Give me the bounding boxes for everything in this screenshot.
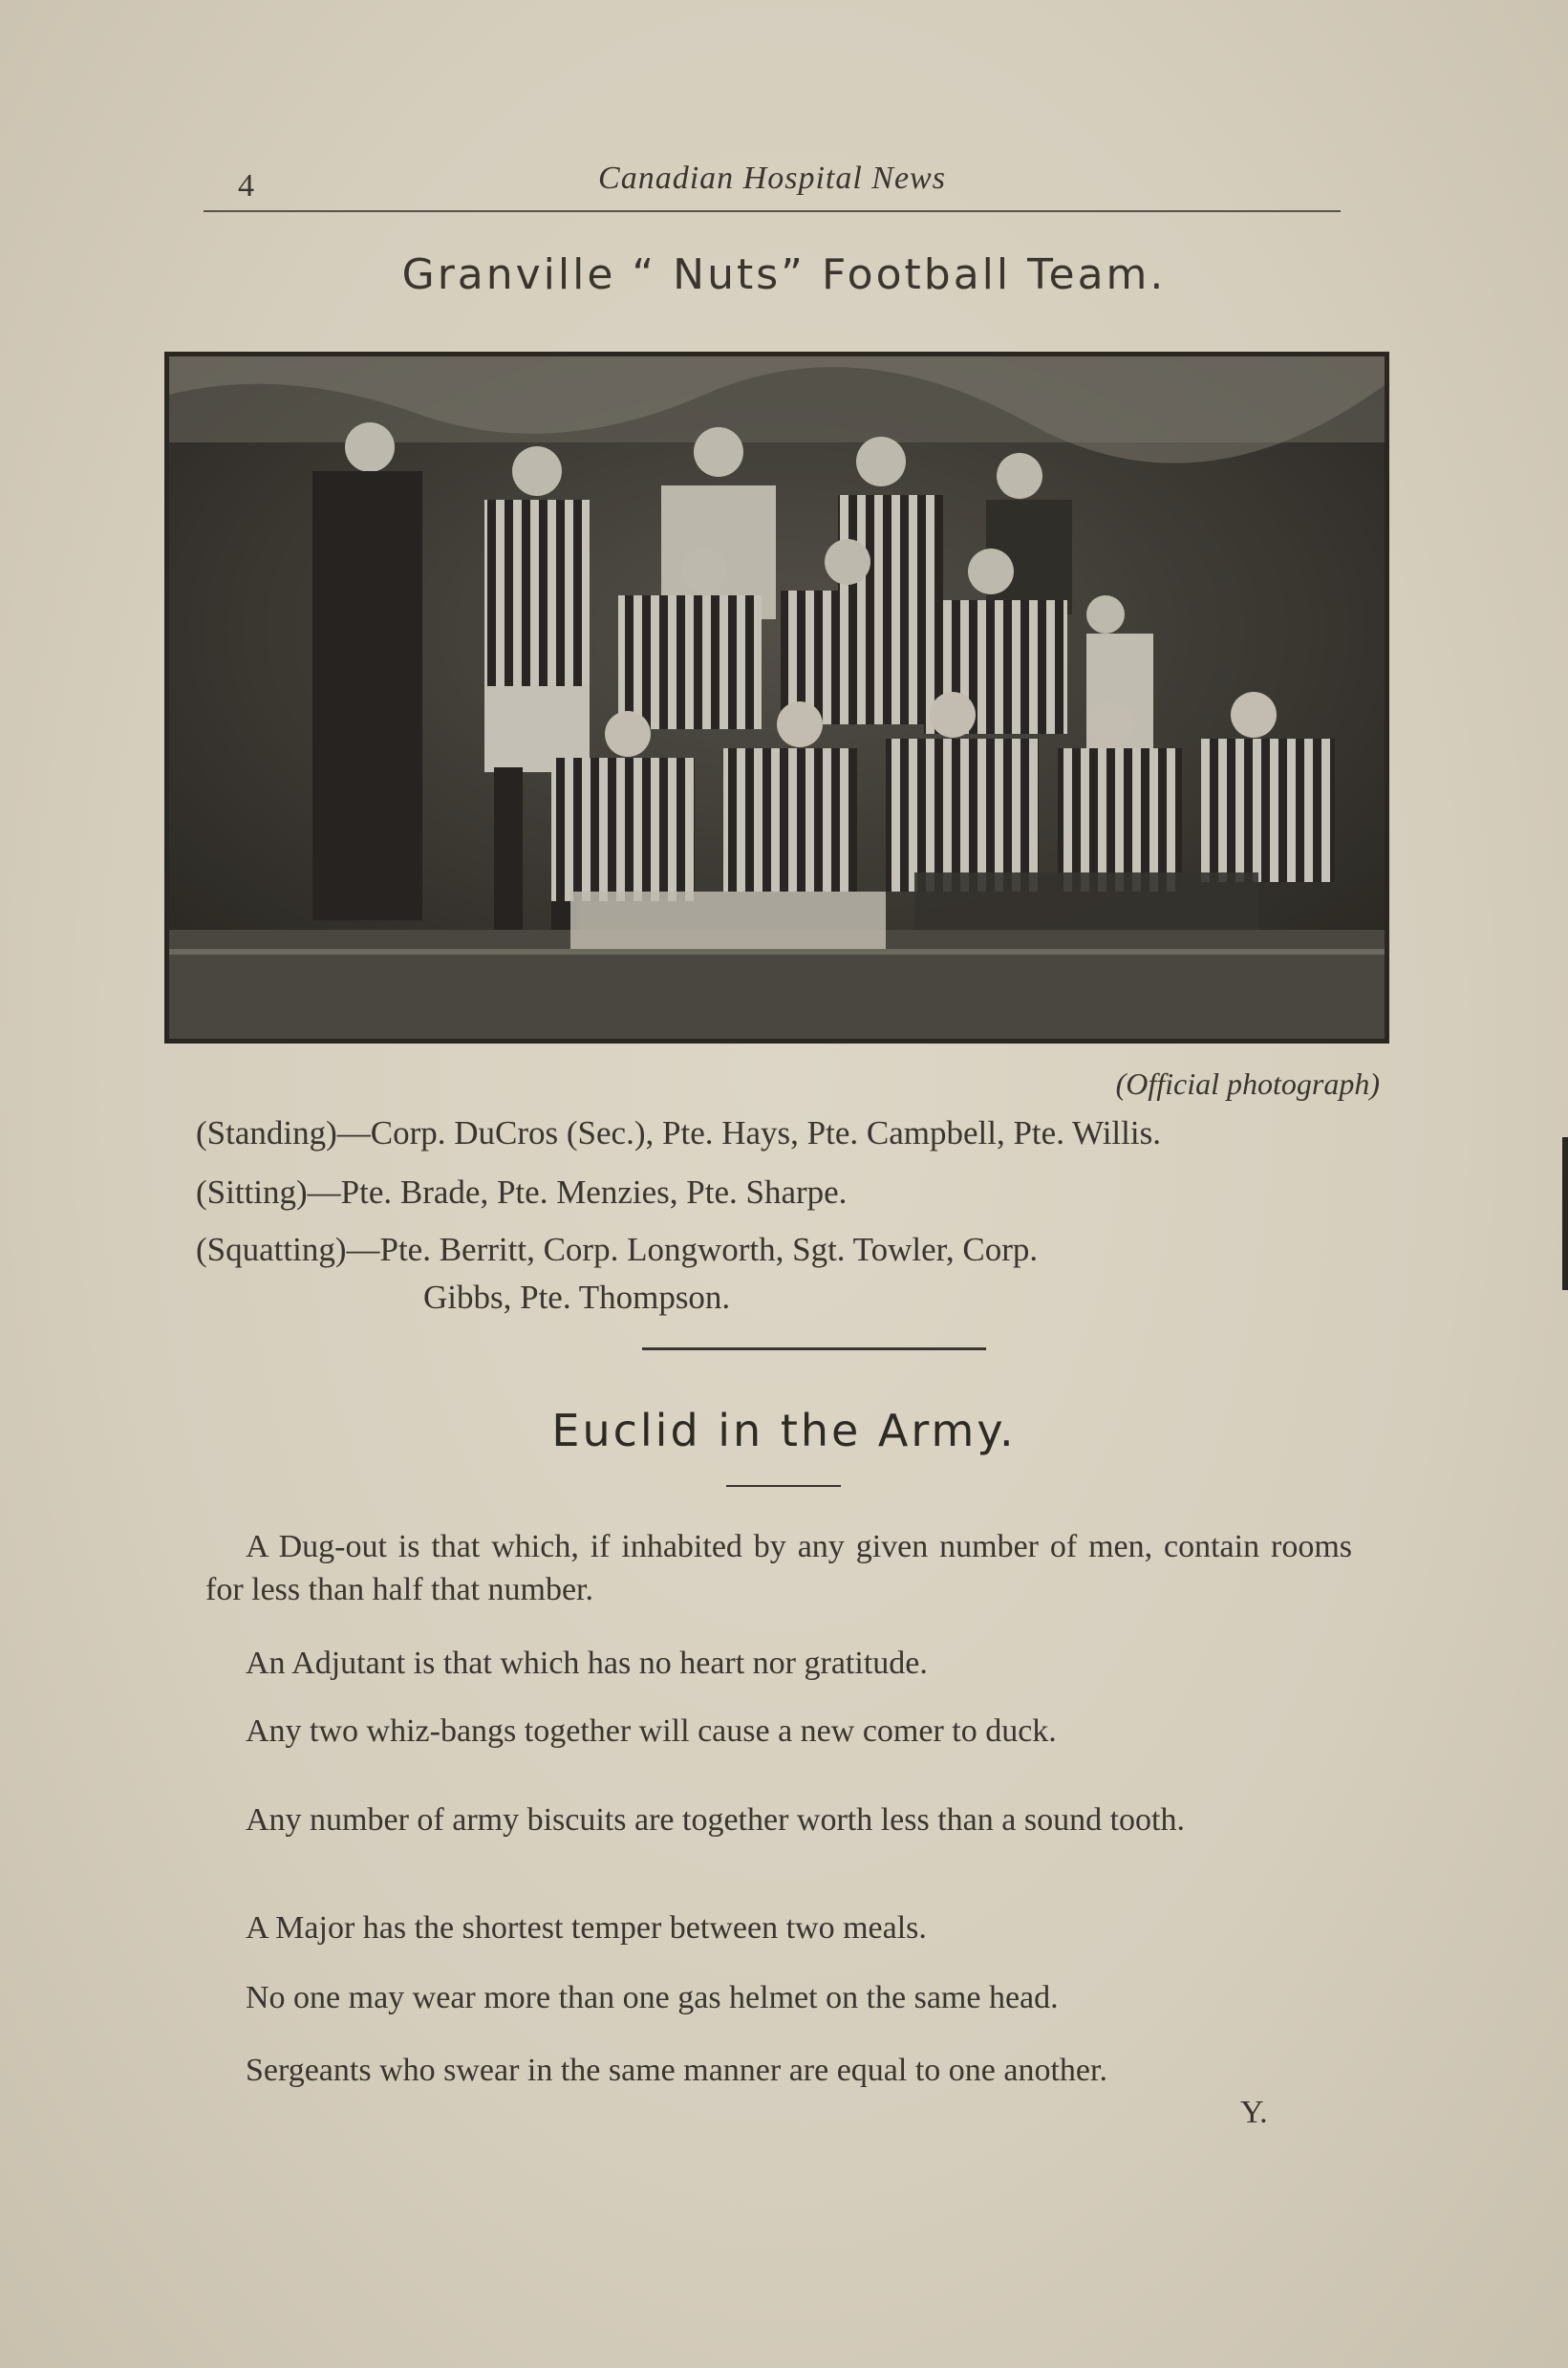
- page-header: [204, 153, 1341, 212]
- article-paragraph: Any number of army biscuits are together worth less than a sound tooth.: [246, 1802, 1185, 1838]
- team-photograph: [164, 352, 1389, 1044]
- article-paragraph: Sergeants who swear in the same manner are equal to one another.: [246, 2053, 1107, 2088]
- caption-squatting-continued: Gibbs, Pte. Thompson.: [423, 1279, 731, 1316]
- caption-standing: (Standing)—Corp. DuCros (Sec.), Pte. Hays, Pte. Campbell, Pte. Willis.: [196, 1114, 1161, 1152]
- caption-squatting: (Squatting)—Pte. Berritt, Corp. Longworth, Sgt. Towler, Corp.: [196, 1231, 1039, 1268]
- article-paragraph: No one may wear more than one gas helmet on the same head.: [246, 1980, 1059, 2015]
- caption-sitting: (Sitting)—Pte. Brade, Pte. Menzies, Pte. Sharpe.: [196, 1173, 848, 1211]
- photo-title: Granville “ Nuts” Football Team.: [401, 250, 1167, 299]
- article-title: Euclid in the Army.: [551, 1405, 1017, 1456]
- article-signature: Y.: [1240, 2095, 1268, 2130]
- page-number: 4: [238, 168, 254, 204]
- photo-illustration: [169, 356, 1385, 1039]
- article-paragraph: An Adjutant is that which has no heart nor gratitude.: [246, 1646, 928, 1681]
- article-paragraph: A Major has the shortest temper between two meals.: [246, 1910, 927, 1946]
- section-divider: [642, 1347, 986, 1350]
- title-underline: [726, 1485, 841, 1487]
- article-paragraph: Any two whiz-bangs together will cause a new comer to duck.: [246, 1713, 1057, 1749]
- article-paragraph: A Dug-out is that which, if inhabited by any given number of men, contain rooms for less than half that number.: [205, 1529, 1352, 1607]
- running-title: Canadian Hospital News: [598, 161, 946, 196]
- photo-credit: (Official photograph): [1115, 1066, 1380, 1101]
- binding-edge: [1562, 1137, 1568, 1290]
